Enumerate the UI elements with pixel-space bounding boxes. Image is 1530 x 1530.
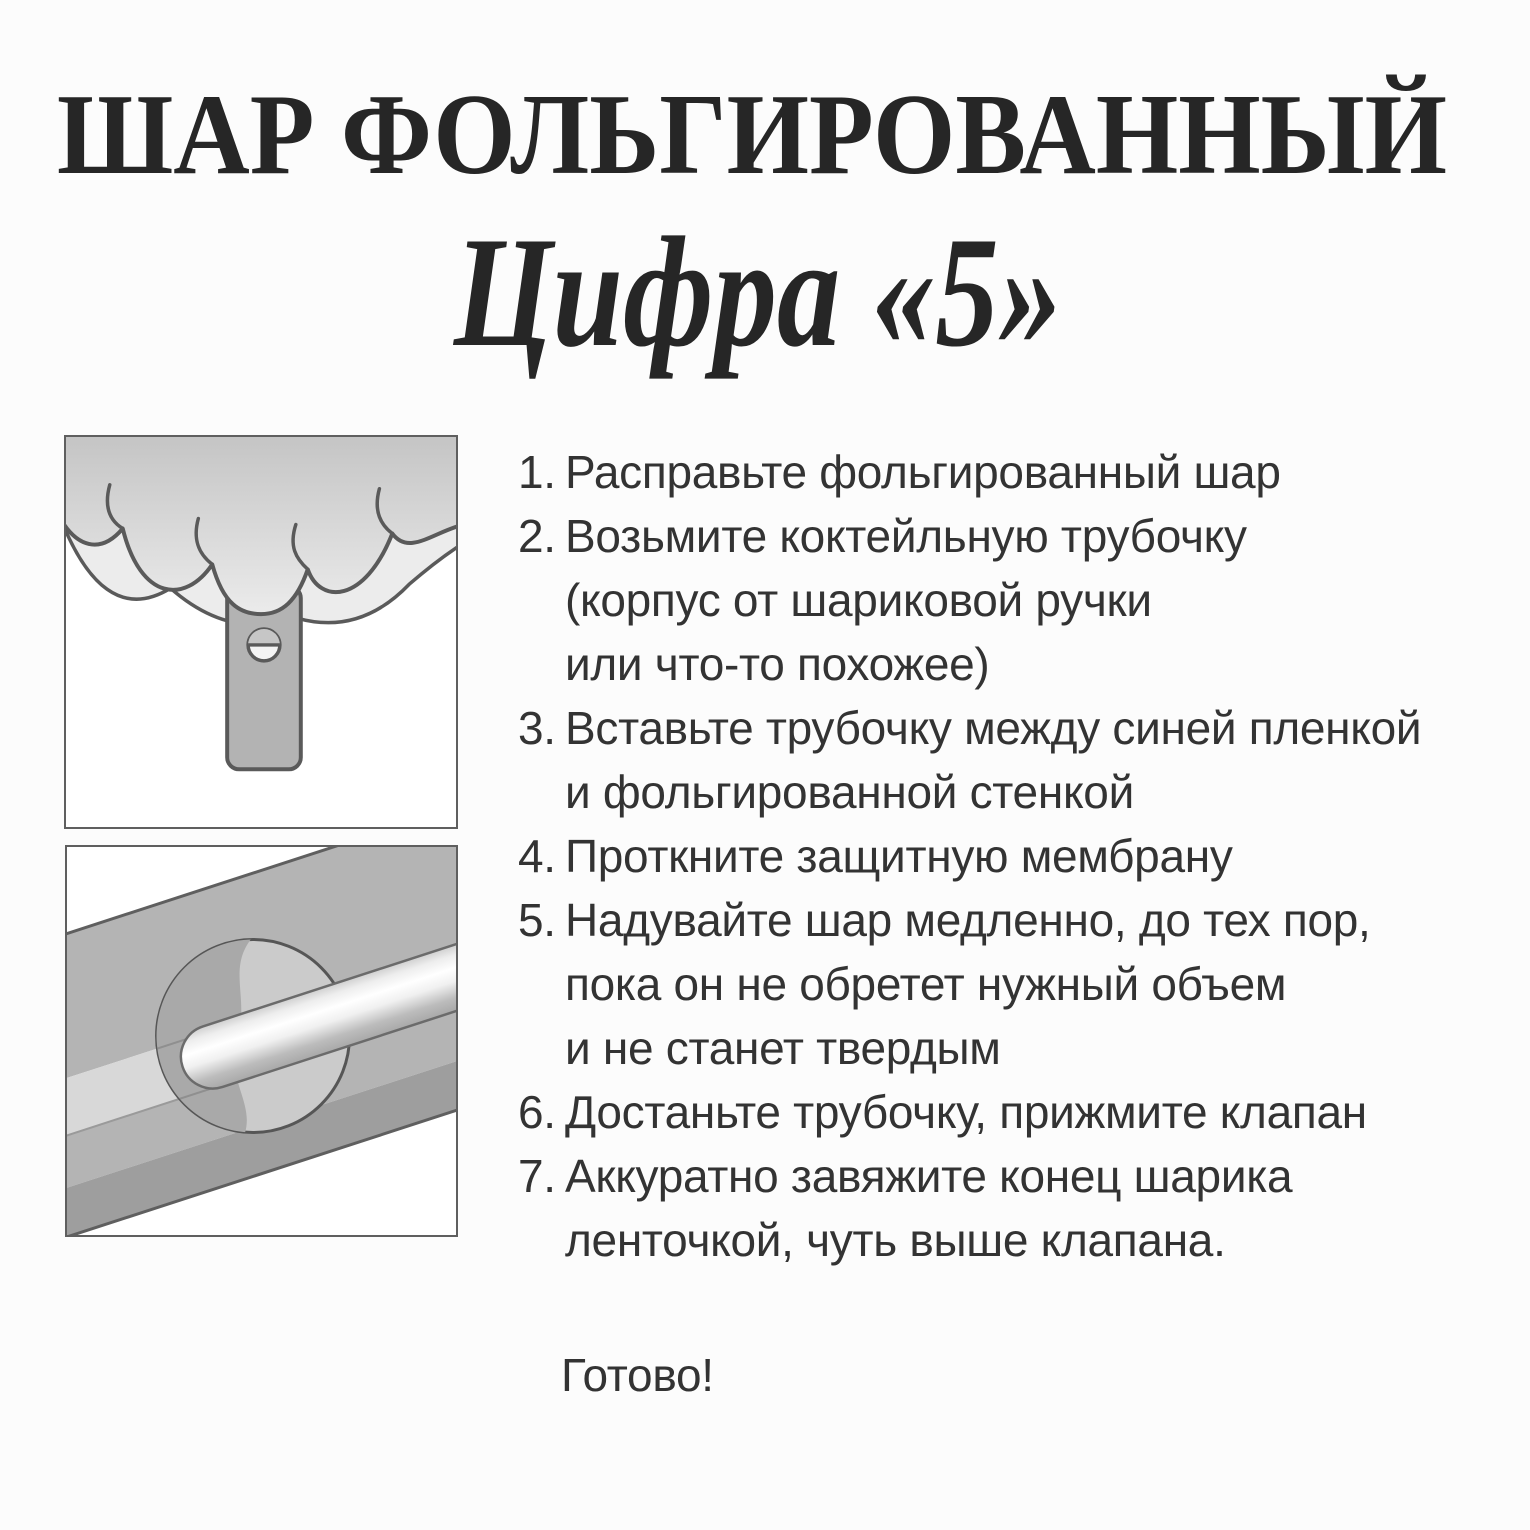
instruction-line (518, 888, 1421, 952)
instruction-number: 2. (518, 510, 556, 562)
instruction-line (518, 1144, 1421, 1208)
instruction-line (518, 440, 1421, 504)
instruction-text: (корпус от шариковой ручки (565, 574, 1152, 626)
instruction-number: 1. (518, 446, 556, 498)
instruction-text: пока он не обретет нужный объем (565, 958, 1287, 1010)
instruction-text: Расправьте фольгированный шар (565, 446, 1281, 498)
instruction-line (518, 760, 1421, 824)
instruction-text: Надувайте шар медленно, до тех пор, (565, 894, 1371, 946)
done-text: Готово! (561, 1349, 714, 1401)
instruction-line (518, 952, 1421, 1016)
instruction-text: и не станет твердым (565, 1022, 1001, 1074)
instruction-line (518, 1080, 1421, 1144)
instruction-text: Достаньте трубочку, прижмите клапан (565, 1086, 1367, 1138)
instruction-line (518, 696, 1421, 760)
straw-illustration-box (65, 845, 458, 1237)
instruction-number: 7. (518, 1150, 556, 1202)
instruction-line (518, 1208, 1421, 1272)
instruction-number: 5. (518, 894, 556, 946)
instruction-line (518, 1016, 1421, 1080)
instruction-line (518, 632, 1421, 696)
instruction-line (518, 504, 1421, 568)
instruction-text: Проткните защитную мембрану (565, 830, 1233, 882)
instruction-text: Аккуратно завяжите конец шарика (565, 1150, 1293, 1202)
instruction-number: 3. (518, 702, 556, 754)
instruction-list (518, 440, 1421, 1272)
balloon-valve-illustration (66, 437, 456, 827)
straw-valve-illustration (67, 847, 456, 1235)
instruction-number: 4. (518, 830, 556, 882)
title-block (0, 0, 1530, 410)
instruction-line (518, 824, 1421, 888)
balloon-illustration-box (64, 435, 458, 829)
instruction-text: Вставьте трубочку между синей пленкой (565, 702, 1422, 754)
page-subtitle: Цифра «5» (452, 205, 1062, 380)
instruction-line (518, 568, 1421, 632)
instruction-text: ленточкой, чуть выше клапана. (565, 1214, 1226, 1266)
instruction-number: 6. (518, 1086, 556, 1138)
valve-tab-hole (248, 629, 280, 661)
page-title: ШАР ФОЛЬГИРОВАННЫЙ (57, 71, 1447, 198)
instruction-text: Возьмите коктейльную трубочку (565, 510, 1247, 562)
instruction-text: или что-то похожее) (565, 638, 990, 690)
instruction-text: и фольгированной стенкой (565, 766, 1134, 818)
